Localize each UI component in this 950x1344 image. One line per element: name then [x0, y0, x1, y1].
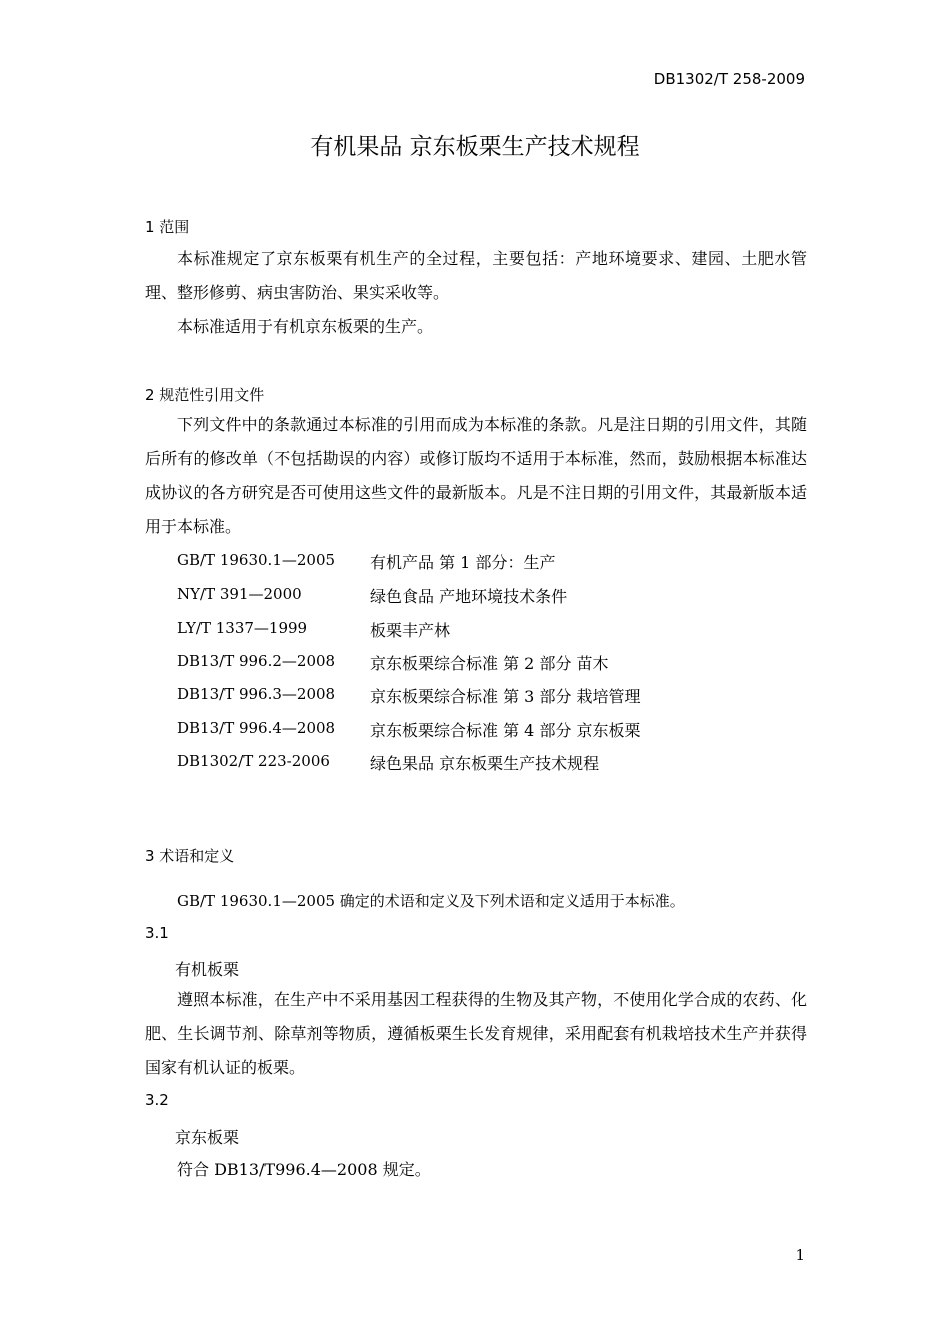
reference-title: 板栗丰产林	[370, 621, 451, 640]
term-3-1-number: 3.1	[145, 924, 169, 942]
reference-code: DB13/T 996.3—2008	[177, 685, 336, 703]
term-3-1-definition: 遵照本标准，在生产中不采用基因工程获得的生物及其产物，不使用化学合成的农药、化肥、生长调节剂、除草剂等物质，遵循板栗生长发育规律，采用配套有机栽培技术生产并获得国家有机认证的板栗。	[145, 990, 807, 1077]
reference-title: 京东板栗综合标准 第 4 部分 京东板栗	[370, 721, 641, 740]
term-3-1-name: 有机板栗	[175, 960, 240, 979]
section-3-intro: GB/T 19630.1—2005 确定的术语和定义及下列术语和定义适用于本标准。	[177, 892, 685, 910]
reference-code: DB1302/T 223-2006	[177, 752, 330, 770]
term-3-2-name: 京东板栗	[175, 1128, 240, 1147]
reference-title: 有机产品 第 1 部分：生产	[370, 553, 556, 572]
section-3-heading: 3 术语和定义	[145, 847, 235, 865]
document-number: DB1302/T 258-2009	[653, 70, 805, 88]
document-title: 有机果品 京东板栗生产技术规程	[310, 134, 640, 160]
reference-code: DB13/T 996.2—2008	[177, 652, 336, 670]
term-3-2-number: 3.2	[145, 1091, 169, 1109]
reference-code: LY/T 1337—1999	[177, 619, 308, 637]
reference-title: 绿色食品 产地环境技术条件	[370, 587, 568, 606]
reference-title: 京东板栗综合标准 第 2 部分 苗木	[370, 654, 609, 673]
section-1-heading: 1 范围	[145, 218, 190, 236]
reference-code: GB/T 19630.1—2005	[177, 551, 336, 569]
section-1-paragraph-2: 本标准适用于有机京东板栗的生产。	[177, 317, 434, 336]
term-3-2-definition: 符合 DB13/T996.4—2008 规定。	[177, 1160, 431, 1179]
section-2-heading: 2 规范性引用文件	[145, 386, 265, 404]
reference-title: 京东板栗综合标准 第 3 部分 栽培管理	[370, 687, 641, 706]
page-number: 1	[795, 1246, 805, 1264]
section-1-paragraph-1: 本标准规定了京东板栗有机生产的全过程，主要包括：产地环境要求、建园、土肥水管理、整形修剪、病虫害防治、果实采收等。	[145, 249, 807, 302]
reference-title: 绿色果品 京东板栗生产技术规程	[370, 754, 600, 773]
reference-code: DB13/T 996.4—2008	[177, 719, 336, 737]
reference-code: NY/T 391—2000	[177, 585, 302, 603]
section-2-paragraph-1: 下列文件中的条款通过本标准的引用而成为本标准的条款。凡是注日期的引用文件，其随后所有的修改单（不包括勘误的内容）或修订版均不适用于本标准，然而，鼓励根据本标准达成协议的各方研究是否可使用这些文件的最新版本。凡是不注日期的引用文件，其最新版本适用于本标准。	[145, 415, 807, 536]
